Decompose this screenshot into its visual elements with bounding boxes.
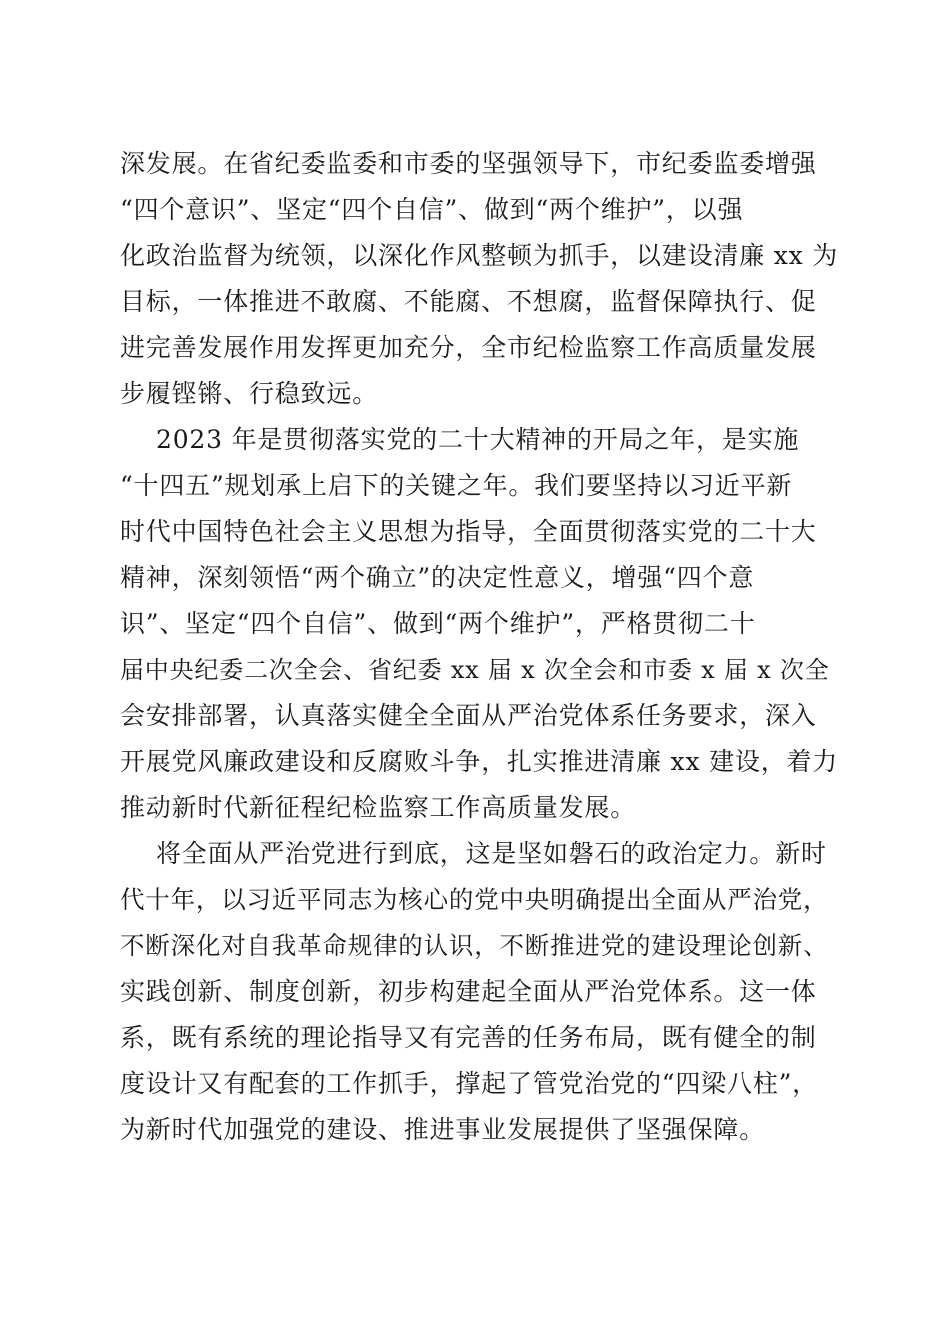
- text-line: 实践创新、制度创新，初步构建起全面从严治党体系。这一体: [120, 977, 817, 1006]
- text-line: “十四五”规划承上启下的关键之年。我们要坚持以习近平新: [120, 471, 793, 500]
- text-line: 步履铿锵、行稳致远。: [120, 379, 379, 408]
- text-line: 进完善发展作用发挥更加充分，全市纪检监察工作高质量发展: [120, 333, 817, 362]
- text-line: 精神，深刻领悟“两个确立”的决定性意义，增强“四个意: [120, 563, 755, 592]
- text-line: 不断深化对自我革命规律的认识，不断推进党的建设理论创新、: [120, 931, 829, 960]
- text-line: 2023 年是贯彻落实党的二十大精神的开局之年，是实施: [156, 425, 800, 454]
- text-line: 深发展。在省纪委监委和市委的坚强领导下，市纪委监委增强: [120, 149, 817, 178]
- text-line: 化政治监督为统领，以深化作风整顿为抓手，以建设清廉 xx 为: [120, 241, 839, 270]
- text-line: 开展党风廉政建设和反腐败斗争，扎实推进清廉 xx 建设，着力: [120, 747, 839, 776]
- text-line: 识”、坚定“四个自信”、做到“两个维护”，严格贯彻二十: [120, 609, 756, 638]
- text-line: 为新时代加强党的建设、推进事业发展提供了坚强保障。: [120, 1115, 766, 1144]
- text-line: “四个意识”、坚定“四个自信”、做到“两个维护”，以强: [120, 195, 744, 224]
- text-line: 代十年，以习近平同志为核心的党中央明确提出全面从严治党，: [120, 885, 829, 914]
- text-line: 会安排部署，认真落实健全全面从严治党体系任务要求，深入: [120, 701, 817, 730]
- text-line: 届中央纪委二次全会、省纪委 xx 届 x 次全会和市委 x 届 x 次全: [120, 656, 830, 684]
- text-line: 时代中国特色社会主义思想为指导，全面贯彻落实党的二十大: [120, 517, 817, 546]
- text-line: 将全面从严治党进行到底，这是坚如磐石的政治定力。新时: [156, 839, 827, 868]
- text-line: 推动新时代新征程纪检监察工作高质量发展。: [120, 793, 637, 822]
- text-line: 目标，一体推进不敢腐、不能腐、不想腐，监督保障执行、促: [120, 287, 817, 316]
- text-line: 度设计又有配套的工作抓手，撑起了管党治党的“四梁八柱”，: [120, 1069, 818, 1098]
- text-line: 系，既有系统的理论指导又有完善的任务布局，既有健全的制: [120, 1023, 817, 1052]
